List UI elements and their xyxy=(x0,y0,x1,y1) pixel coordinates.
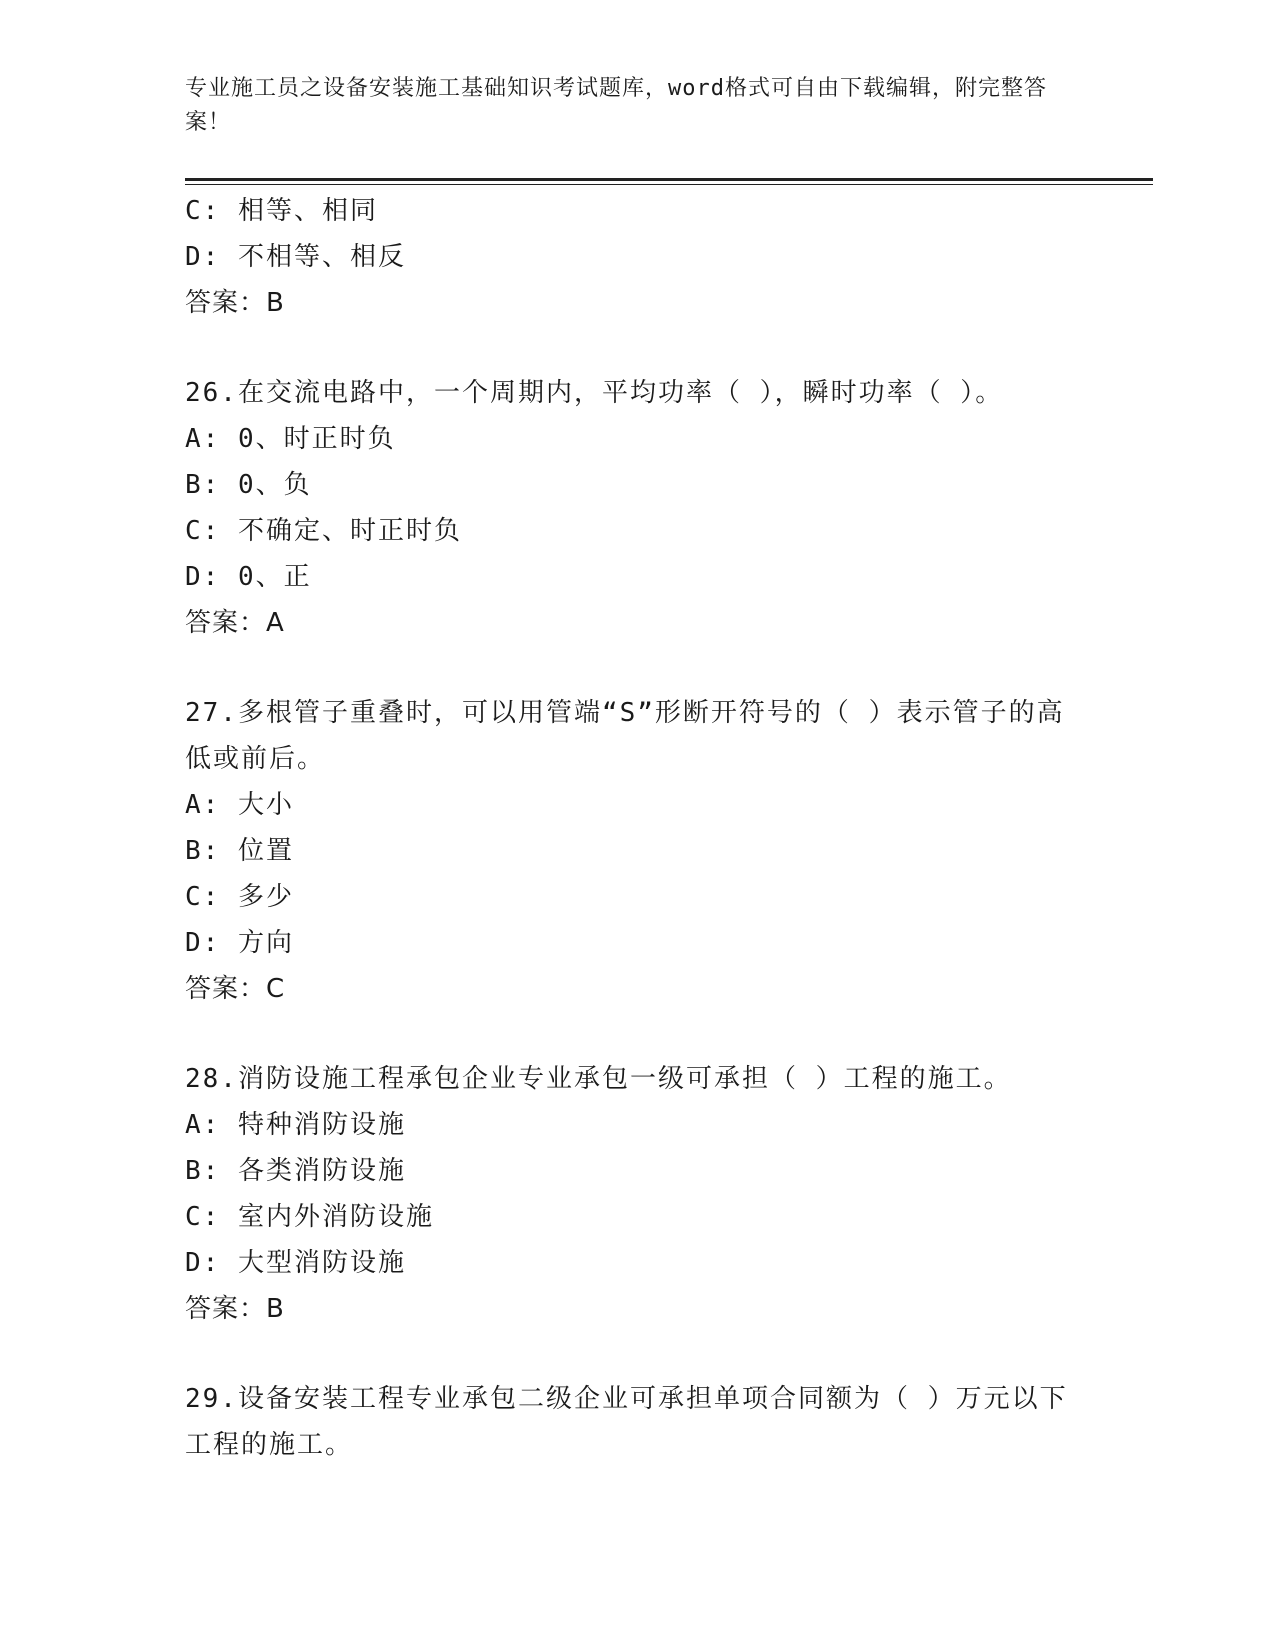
option-d: D: 方向 xyxy=(185,928,294,958)
option-c: C: 多少 xyxy=(185,882,294,912)
question-28 xyxy=(185,1056,1085,1332)
option-b: B: 0、负 xyxy=(185,470,312,500)
question-list xyxy=(185,188,1085,1468)
header-divider-thin xyxy=(185,184,1153,185)
previous-question-tail xyxy=(185,188,1085,326)
option-c: C: 室内外消防设施 xyxy=(185,1202,434,1232)
document-header: 专业施工员之设备安装施工基础知识考试题库，word格式可自由下载编辑，附完整答案！ xyxy=(185,76,1047,135)
option-a: A: 特种消防设施 xyxy=(185,1110,406,1140)
option-a: A: 0、时正时负 xyxy=(185,424,396,454)
option-a: A: 大小 xyxy=(185,790,294,820)
question-text: 29.设备安装工程专业承包二级企业可承担单项合同额为（ ）万元以下工程的施工。 xyxy=(185,1384,1068,1460)
option-d: D: 大型消防设施 xyxy=(185,1248,406,1278)
question-26 xyxy=(185,370,1085,646)
answer-line: 答案：C xyxy=(185,974,286,1004)
answer-line: 答案：A xyxy=(185,608,285,638)
answer-line: 答案：B xyxy=(185,288,285,318)
question-29 xyxy=(185,1376,1085,1468)
option-d: D: 不相等、相反 xyxy=(185,242,406,272)
question-27 xyxy=(185,690,1085,1012)
question-text: 28.消防设施工程承包企业专业承包一级可承担（ ）工程的施工。 xyxy=(185,1064,1012,1094)
question-text: 26.在交流电路中，一个周期内，平均功率（ ），瞬时功率（ ）。 xyxy=(185,378,1004,408)
option-c: C: 不确定、时正时负 xyxy=(185,516,462,546)
question-text: 27.多根管子重叠时，可以用管端“S”形断开符号的（ ）表示管子的高低或前后。 xyxy=(185,698,1065,774)
header-divider-thick xyxy=(185,178,1153,181)
option-c: C: 相等、相同 xyxy=(185,196,378,226)
option-b: B: 位置 xyxy=(185,836,294,866)
option-b: B: 各类消防设施 xyxy=(185,1156,406,1186)
option-d: D: 0、正 xyxy=(185,562,312,592)
answer-line: 答案：B xyxy=(185,1294,285,1324)
